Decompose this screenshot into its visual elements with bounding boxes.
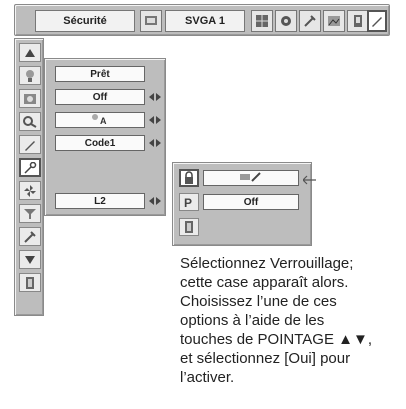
tools-icon[interactable] <box>19 227 41 246</box>
down-arrow-icon[interactable] <box>19 250 41 269</box>
adjust-arrows[interactable] <box>149 91 163 103</box>
security-menu-panel <box>44 58 166 216</box>
instruction-line: touches de POINTAGE ▲▼, <box>180 331 372 348</box>
svg-text:A: A <box>100 116 107 125</box>
status-field[interactable]: Prêt <box>55 66 145 82</box>
lock-icon[interactable] <box>179 169 199 187</box>
pointer-arrow-icon <box>303 172 317 190</box>
up-arrow-icon[interactable] <box>19 43 41 62</box>
key-icon[interactable] <box>19 158 41 177</box>
pen-icon[interactable] <box>19 135 41 154</box>
instruction-line: l’activer. <box>180 369 235 386</box>
exit-icon[interactable] <box>179 218 199 236</box>
page-icon[interactable] <box>347 10 369 32</box>
instruction-line: Sélectionnez Verrouillage; <box>180 255 354 272</box>
logo-lock-field[interactable]: Off <box>55 89 145 105</box>
sidebar <box>14 38 44 316</box>
zoom-icon[interactable] <box>19 112 41 131</box>
pen-icon[interactable] <box>367 10 387 32</box>
svg-text:P: P <box>184 196 193 209</box>
tools-icon[interactable] <box>299 10 321 32</box>
menu-title: Sécurité <box>35 10 135 32</box>
logo-icon <box>89 112 111 128</box>
lock-submenu <box>172 162 312 246</box>
logo-select-field[interactable] <box>55 112 145 128</box>
filter-icon[interactable] <box>19 204 41 223</box>
instruction-line: Choisissez l’une de ces <box>180 293 337 310</box>
instruction-line: et sélectionnez [Oui] pour <box>180 350 351 367</box>
top-menu-bar <box>14 4 390 36</box>
lock-option-field[interactable] <box>203 170 299 186</box>
picture-icon[interactable] <box>323 10 345 32</box>
signal-label: SVGA 1 <box>165 10 245 32</box>
p-icon[interactable] <box>179 193 199 211</box>
settings-icon[interactable] <box>275 10 297 32</box>
instruction-line: cette case apparaît alors. <box>180 274 349 291</box>
screen-icon[interactable] <box>140 10 162 32</box>
fan-icon[interactable] <box>19 181 41 200</box>
bulb-icon[interactable] <box>19 66 41 85</box>
p-option-field[interactable]: Off <box>203 194 299 210</box>
pin-code-field[interactable]: Code1 <box>55 135 145 151</box>
image-icon[interactable] <box>19 89 41 108</box>
lock-level-field[interactable]: L2 <box>55 193 145 209</box>
adjust-arrows[interactable] <box>149 114 163 126</box>
adjust-arrows[interactable] <box>149 137 163 149</box>
grid-icon[interactable] <box>251 10 273 32</box>
instruction-text <box>180 254 400 387</box>
adjust-arrows[interactable] <box>149 195 163 207</box>
remote-icon <box>238 171 264 186</box>
instruction-line: options à l’aide de les <box>180 312 325 329</box>
exit-icon[interactable] <box>19 273 41 292</box>
